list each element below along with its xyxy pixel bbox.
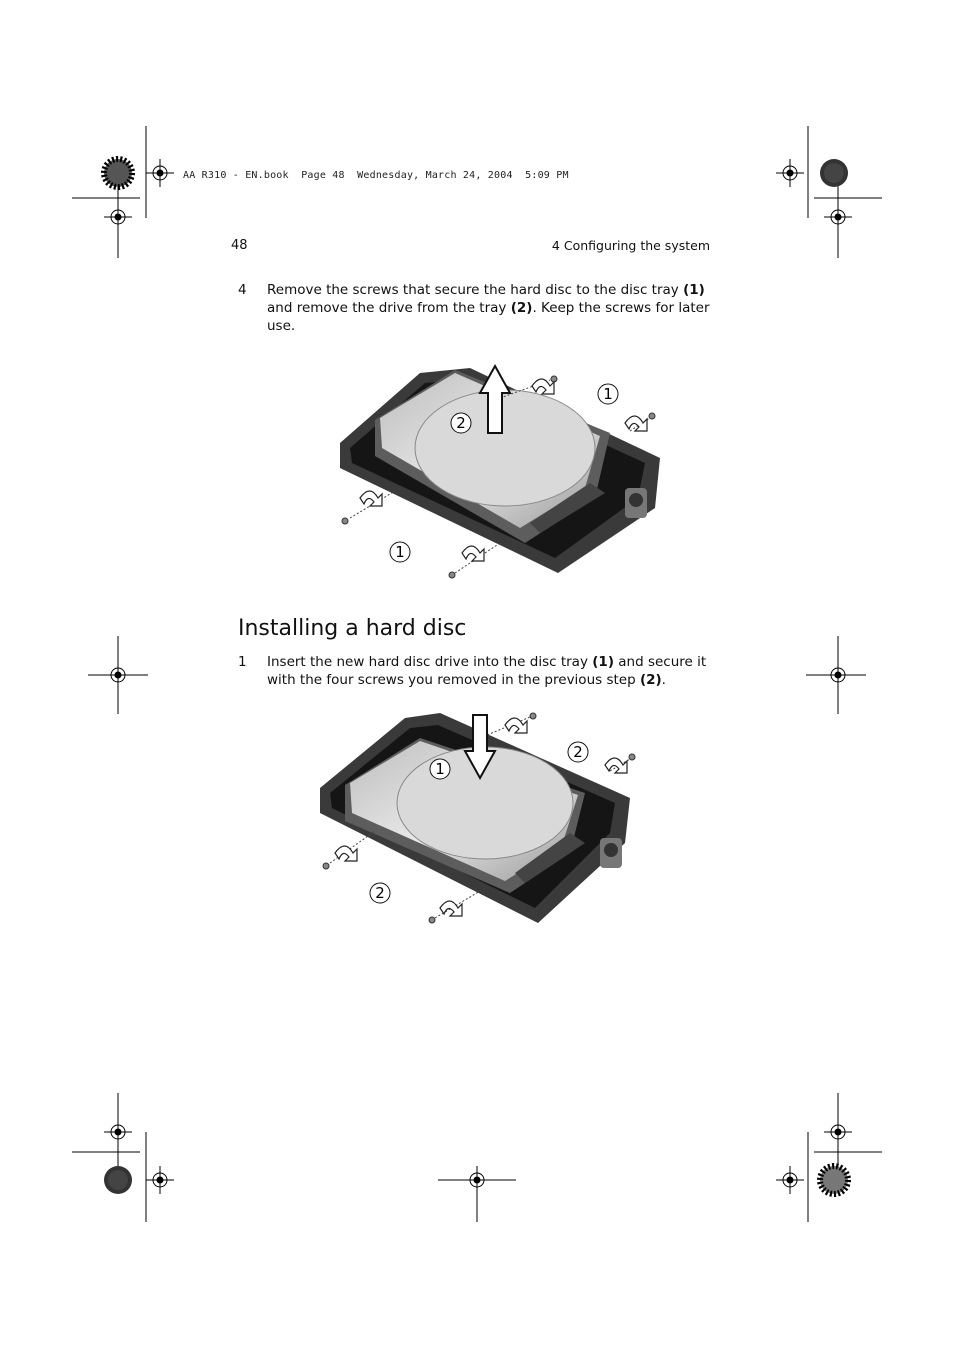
- step-text: Remove the screws that secure the hard disc to the disc tray (1) and remove the drive from the tray (2). Keep the screws for later use.: [267, 282, 710, 334]
- print-slug: AA R310 - EN.book Page 48 Wednesday, March 24, 2004 5:09 PM: [183, 170, 569, 181]
- callout-1: 1: [395, 543, 405, 561]
- page-number: 48: [231, 238, 248, 253]
- step-4: [238, 281, 718, 337]
- step-number: 4: [238, 282, 247, 298]
- callout-1: 1: [435, 760, 445, 778]
- callout-2: 2: [456, 414, 466, 432]
- figure-remove-drive: [240, 348, 710, 593]
- section-title: Installing a hard disc: [238, 616, 467, 641]
- running-header: 4 Configuring the system: [551, 238, 710, 253]
- step-1: [238, 653, 718, 691]
- callout-2: 2: [573, 743, 583, 761]
- step-text: Insert the new hard disc drive into the disc tray (1) and secure it with the four screws you removed in the previous step (2).: [267, 654, 707, 688]
- callout-1: 1: [603, 385, 613, 403]
- callout-2: 2: [375, 884, 385, 902]
- figure-install-drive: [240, 703, 710, 948]
- step-number: 1: [238, 654, 247, 670]
